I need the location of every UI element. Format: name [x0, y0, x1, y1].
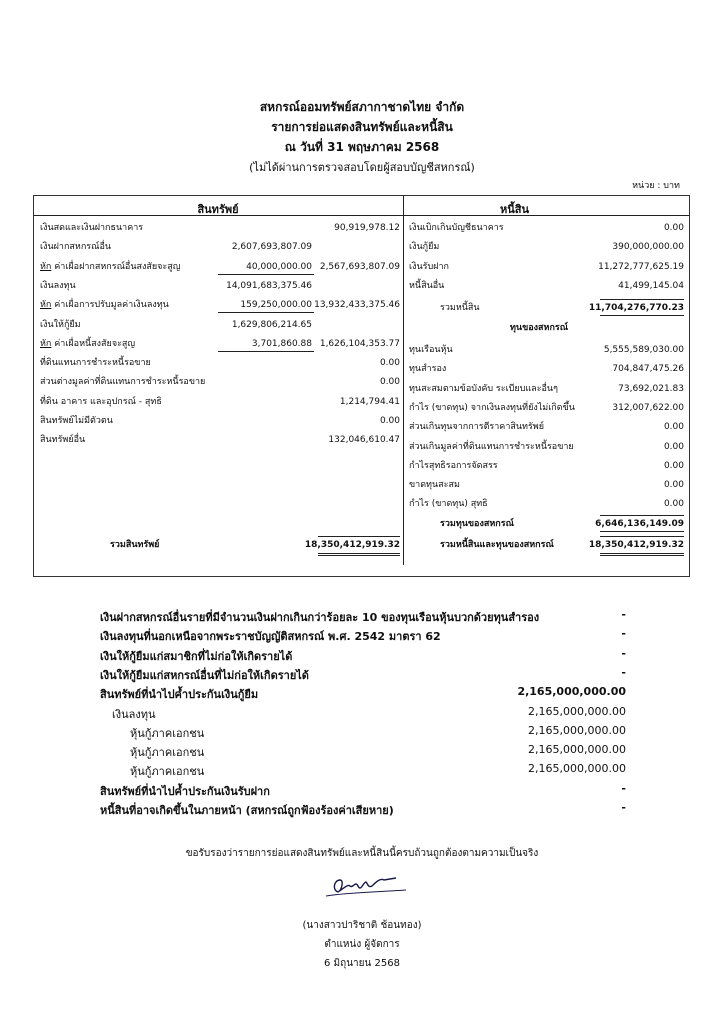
disclosure-label: เงินลงทุน	[112, 707, 156, 721]
asset-subamount: 2,607,693,807.09	[231, 242, 312, 253]
asset-row-label	[40, 241, 111, 253]
disclosure-label: สินทรัพย์ที่นำไปค้ำประกันเงินกู้ยืม	[100, 688, 259, 702]
asset-amount: 90,919,978.12	[334, 223, 400, 233]
total-liabilities-equity-value: 18,350,412,919.32	[588, 540, 684, 550]
equity-row-label: ทุนเรือนหุ้น	[409, 345, 453, 355]
asset-row-label	[40, 376, 205, 388]
asset-row-label	[40, 338, 135, 350]
asset-subamount: 40,000,000.00	[246, 261, 312, 272]
signer-name: (นางสาวปาริชาติ ช้อนทอง)	[302, 920, 422, 931]
total-assets-underline	[318, 553, 400, 554]
disclosure-label: เงินฝากสหกรณ์อื่นรายที่มีจำนวนเงินฝากเกินกว่าร้อยละ 10 ของทุนเรือนหุ้นบวกด้วยทุนสำรอง	[100, 611, 540, 624]
total-liabilities-label: รวมหนี้สิน	[440, 303, 480, 313]
total-liabilities-value: 11,704,276,770.23	[588, 303, 684, 313]
equity-row-label: กำไร (ขาดทุน) สุทธิ	[409, 499, 488, 510]
grand-total-underline	[600, 553, 684, 554]
asset-subamount: 1,629,806,214.65	[231, 319, 312, 330]
disclosure-value: 2,165,000,000.00	[528, 723, 626, 737]
total-liabilities-equity-label: รวมหนี้สินและทุนของสหกรณ์	[440, 540, 554, 550]
liability-row-label: เงินกู้ยืม	[409, 242, 440, 253]
asset-label-text: เงินสดและเงินฝากธนาคาร	[40, 223, 144, 233]
report-title: รายการย่อแสดงสินทรัพย์และหนี้สิน	[271, 120, 453, 134]
total-assets-label: รวมสินทรัพย์	[110, 540, 160, 550]
disclosure-value: 2,165,000,000.00	[528, 704, 626, 718]
subtotal-underline	[218, 274, 314, 275]
disclosure-value: -	[621, 801, 626, 814]
asset-label-text: ที่ดินแทนการชำระหนี้รอขาย	[40, 358, 151, 369]
asset-row-label	[40, 261, 180, 273]
asset-label-text: ที่ดิน อาคาร และอุปกรณ์ - สุทธิ	[40, 396, 162, 407]
asset-amount: 0.00	[379, 416, 400, 426]
audit-note: (ไม่ได้ผ่านการตรวจสอบโดยผู้สอบบัญชีสหกรณ์)	[249, 161, 475, 174]
equity-row-label: ส่วนเกินทุนจากการตีราคาสินทรัพย์	[409, 422, 544, 433]
disclosure-value: -	[621, 608, 626, 621]
disclosure-label: หุ้นกู้ภาคเอกชน	[130, 765, 205, 779]
asset-label-text: สินทรัพย์อื่น	[40, 435, 86, 446]
signer-date: 6 มิถุนายน 2568	[324, 958, 400, 969]
equity-amount: 0.00	[663, 422, 684, 433]
disclosure-label: หนี้สินที่อาจเกิดขึ้นในภายหน้า (สหกรณ์ถูกฟ้องร้องค่าเสียหาย)	[100, 804, 394, 817]
disclosure-label: หุ้นกู้ภาคเอกชน	[130, 726, 205, 740]
asset-amount: 13,932,433,375.46	[314, 300, 400, 311]
disclosure-value: -	[621, 627, 626, 641]
equity-amount: 73,692,021.83	[618, 383, 684, 394]
total-assets-topline	[318, 536, 400, 537]
total-equity-value: 6,646,136,149.09	[595, 519, 684, 529]
asset-label-text: ค่าเผื่อการปรับมูลค่าเงินลงทุน	[51, 300, 169, 311]
asset-row-label	[40, 299, 169, 311]
liability-amount: 390,000,000.00	[612, 242, 684, 253]
disclosure-label: เงินให้กู้ยืมแก่สมาชิกที่ไม่ก่อให้เกิดรายได้	[100, 649, 293, 663]
liabilities-heading: หนี้สิน	[500, 203, 530, 216]
equity-amount: 0.00	[663, 480, 684, 491]
asset-subamount: 3,701,860.88	[251, 338, 312, 349]
disclosure-value: -	[621, 781, 626, 795]
asset-subamount: 159,250,000.00	[240, 300, 312, 311]
liability-amount: 11,272,777,625.19	[598, 261, 684, 272]
less-prefix: หัก	[40, 300, 52, 311]
equity-row-label: ทุนสำรอง	[409, 364, 447, 375]
asset-subamount: 14,091,683,375.46	[226, 280, 312, 291]
total-equity-label: รวมทุนของสหกรณ์	[440, 519, 514, 529]
asset-label-text: สินทรัพย์ไม่มีตัวตน	[40, 416, 113, 426]
disclosure-label: หุ้นกู้ภาคเอกชน	[130, 746, 205, 760]
asset-amount: 132,046,610.47	[328, 435, 400, 446]
assets-heading: สินทรัพย์	[197, 203, 239, 216]
grand-total-underline-2	[600, 555, 684, 556]
total-equity-underline	[600, 531, 684, 532]
equity-amount: 0.00	[663, 460, 684, 471]
equity-amount: 0.00	[663, 499, 684, 510]
asset-label-text: ค่าเผื่อฝากสหกรณ์อื่นสงสัยจะสูญ	[51, 261, 181, 272]
liability-amount: 0.00	[663, 223, 684, 233]
equity-amount: 5,555,589,030.00	[603, 345, 684, 355]
subtotal-underline	[218, 312, 314, 313]
signer-position: ตำแหน่ง ผู้จัดการ	[324, 939, 400, 950]
disclosure-value: -	[621, 665, 626, 679]
disclosure-value: 2,165,000,000.00	[528, 762, 626, 776]
less-prefix: หัก	[40, 338, 52, 349]
equity-amount: 0.00	[663, 441, 684, 452]
equity-amount: 312,007,622.00	[612, 402, 684, 413]
asset-row-label	[40, 415, 113, 427]
equity-row-label: กำไรสุทธิรอการจัดสรร	[409, 460, 498, 471]
asset-row-label	[40, 319, 81, 331]
signature-mark	[320, 866, 410, 900]
equity-heading: ทุนของสหกรณ์	[510, 323, 569, 333]
equity-row-label: ขาดทุนสะสม	[409, 480, 460, 491]
column-divider	[403, 195, 404, 565]
asset-label-text: เงินฝากสหกรณ์อื่น	[40, 242, 112, 253]
asset-row-label	[40, 357, 151, 369]
asset-amount: 1,214,794.41	[339, 396, 400, 407]
total-assets-underline-2	[318, 555, 400, 556]
liability-row-label: หนี้สินอื่น	[409, 280, 445, 291]
total-assets-value: 18,350,412,919.32	[304, 540, 400, 550]
disclosure-value: -	[621, 646, 626, 660]
equity-row-label: กำไร (ขาดทุน) จากเงินลงทุนที่ยังไม่เกิดขึ้น	[409, 402, 575, 413]
asset-amount: 0.00	[379, 377, 400, 388]
total-equity-topline	[600, 515, 684, 516]
equity-row-label: ส่วนเกินมูลค่าที่ดินแทนการชำระหนี้รอขาย	[409, 441, 574, 452]
asset-amount: 2,567,693,807.09	[319, 261, 400, 272]
report-date: ณ วันที่ 31 พฤษภาคม 2568	[284, 140, 440, 154]
liability-amount: 41,499,145.04	[618, 280, 684, 291]
asset-row-label	[40, 434, 85, 446]
disclosure-label: เงินให้กู้ยืมแก่สหกรณ์อื่นที่ไม่ก่อให้เกิดรายได้	[100, 668, 309, 682]
disclosure-value: 2,165,000,000.00	[517, 685, 626, 699]
less-prefix: หัก	[40, 261, 52, 272]
total-liabilities-topline	[600, 299, 684, 300]
asset-row-label	[40, 396, 162, 408]
equity-row-label: ทุนสะสมตามข้อบังคับ ระเบียบและอื่นๆ	[409, 383, 558, 394]
grand-total-topline	[600, 536, 684, 537]
unit-label: หน่วย : บาท	[632, 181, 680, 191]
asset-label-text: ค่าเผื่อหนี้สงสัยจะสูญ	[51, 338, 136, 349]
disclosure-label: เงินลงทุนที่นอกเหนือจากพระราชบัญญัติสหกรณ์ พ.ศ. 2542 มาตรา 62	[100, 630, 441, 644]
asset-row-label	[40, 280, 76, 292]
asset-label-text: เงินให้กู้ยืม	[40, 319, 81, 330]
org-name: สหกรณ์ออมทรัพย์สภากาชาดไทย จำกัด	[259, 100, 465, 114]
asset-amount: 0.00	[379, 358, 400, 369]
liability-row-label: เงินเบิกเกินบัญชีธนาคาร	[409, 223, 504, 233]
liability-row-label: เงินรับฝาก	[409, 261, 449, 272]
asset-label-text: ส่วนต่างมูลค่าที่ดินแทนการชำระหนี้รอขาย	[40, 377, 206, 388]
equity-amount: 704,847,475.26	[612, 364, 684, 375]
certification-text: ขอรับรองว่ารายการย่อแสดงสินทรัพย์และหนี้สินนี้ครบถ้วนถูกต้องตามความเป็นจริง	[185, 848, 539, 859]
subtotal-underline	[218, 351, 314, 352]
disclosure-value: 2,165,000,000.00	[528, 743, 626, 757]
asset-label-text: เงินลงทุน	[40, 280, 76, 291]
total-liabilities-underline	[600, 315, 684, 316]
disclosure-label: สินทรัพย์ที่นำไปค้ำประกันเงินรับฝาก	[100, 784, 270, 798]
asset-row-label	[40, 222, 143, 234]
asset-amount: 1,626,104,353.77	[319, 338, 400, 349]
